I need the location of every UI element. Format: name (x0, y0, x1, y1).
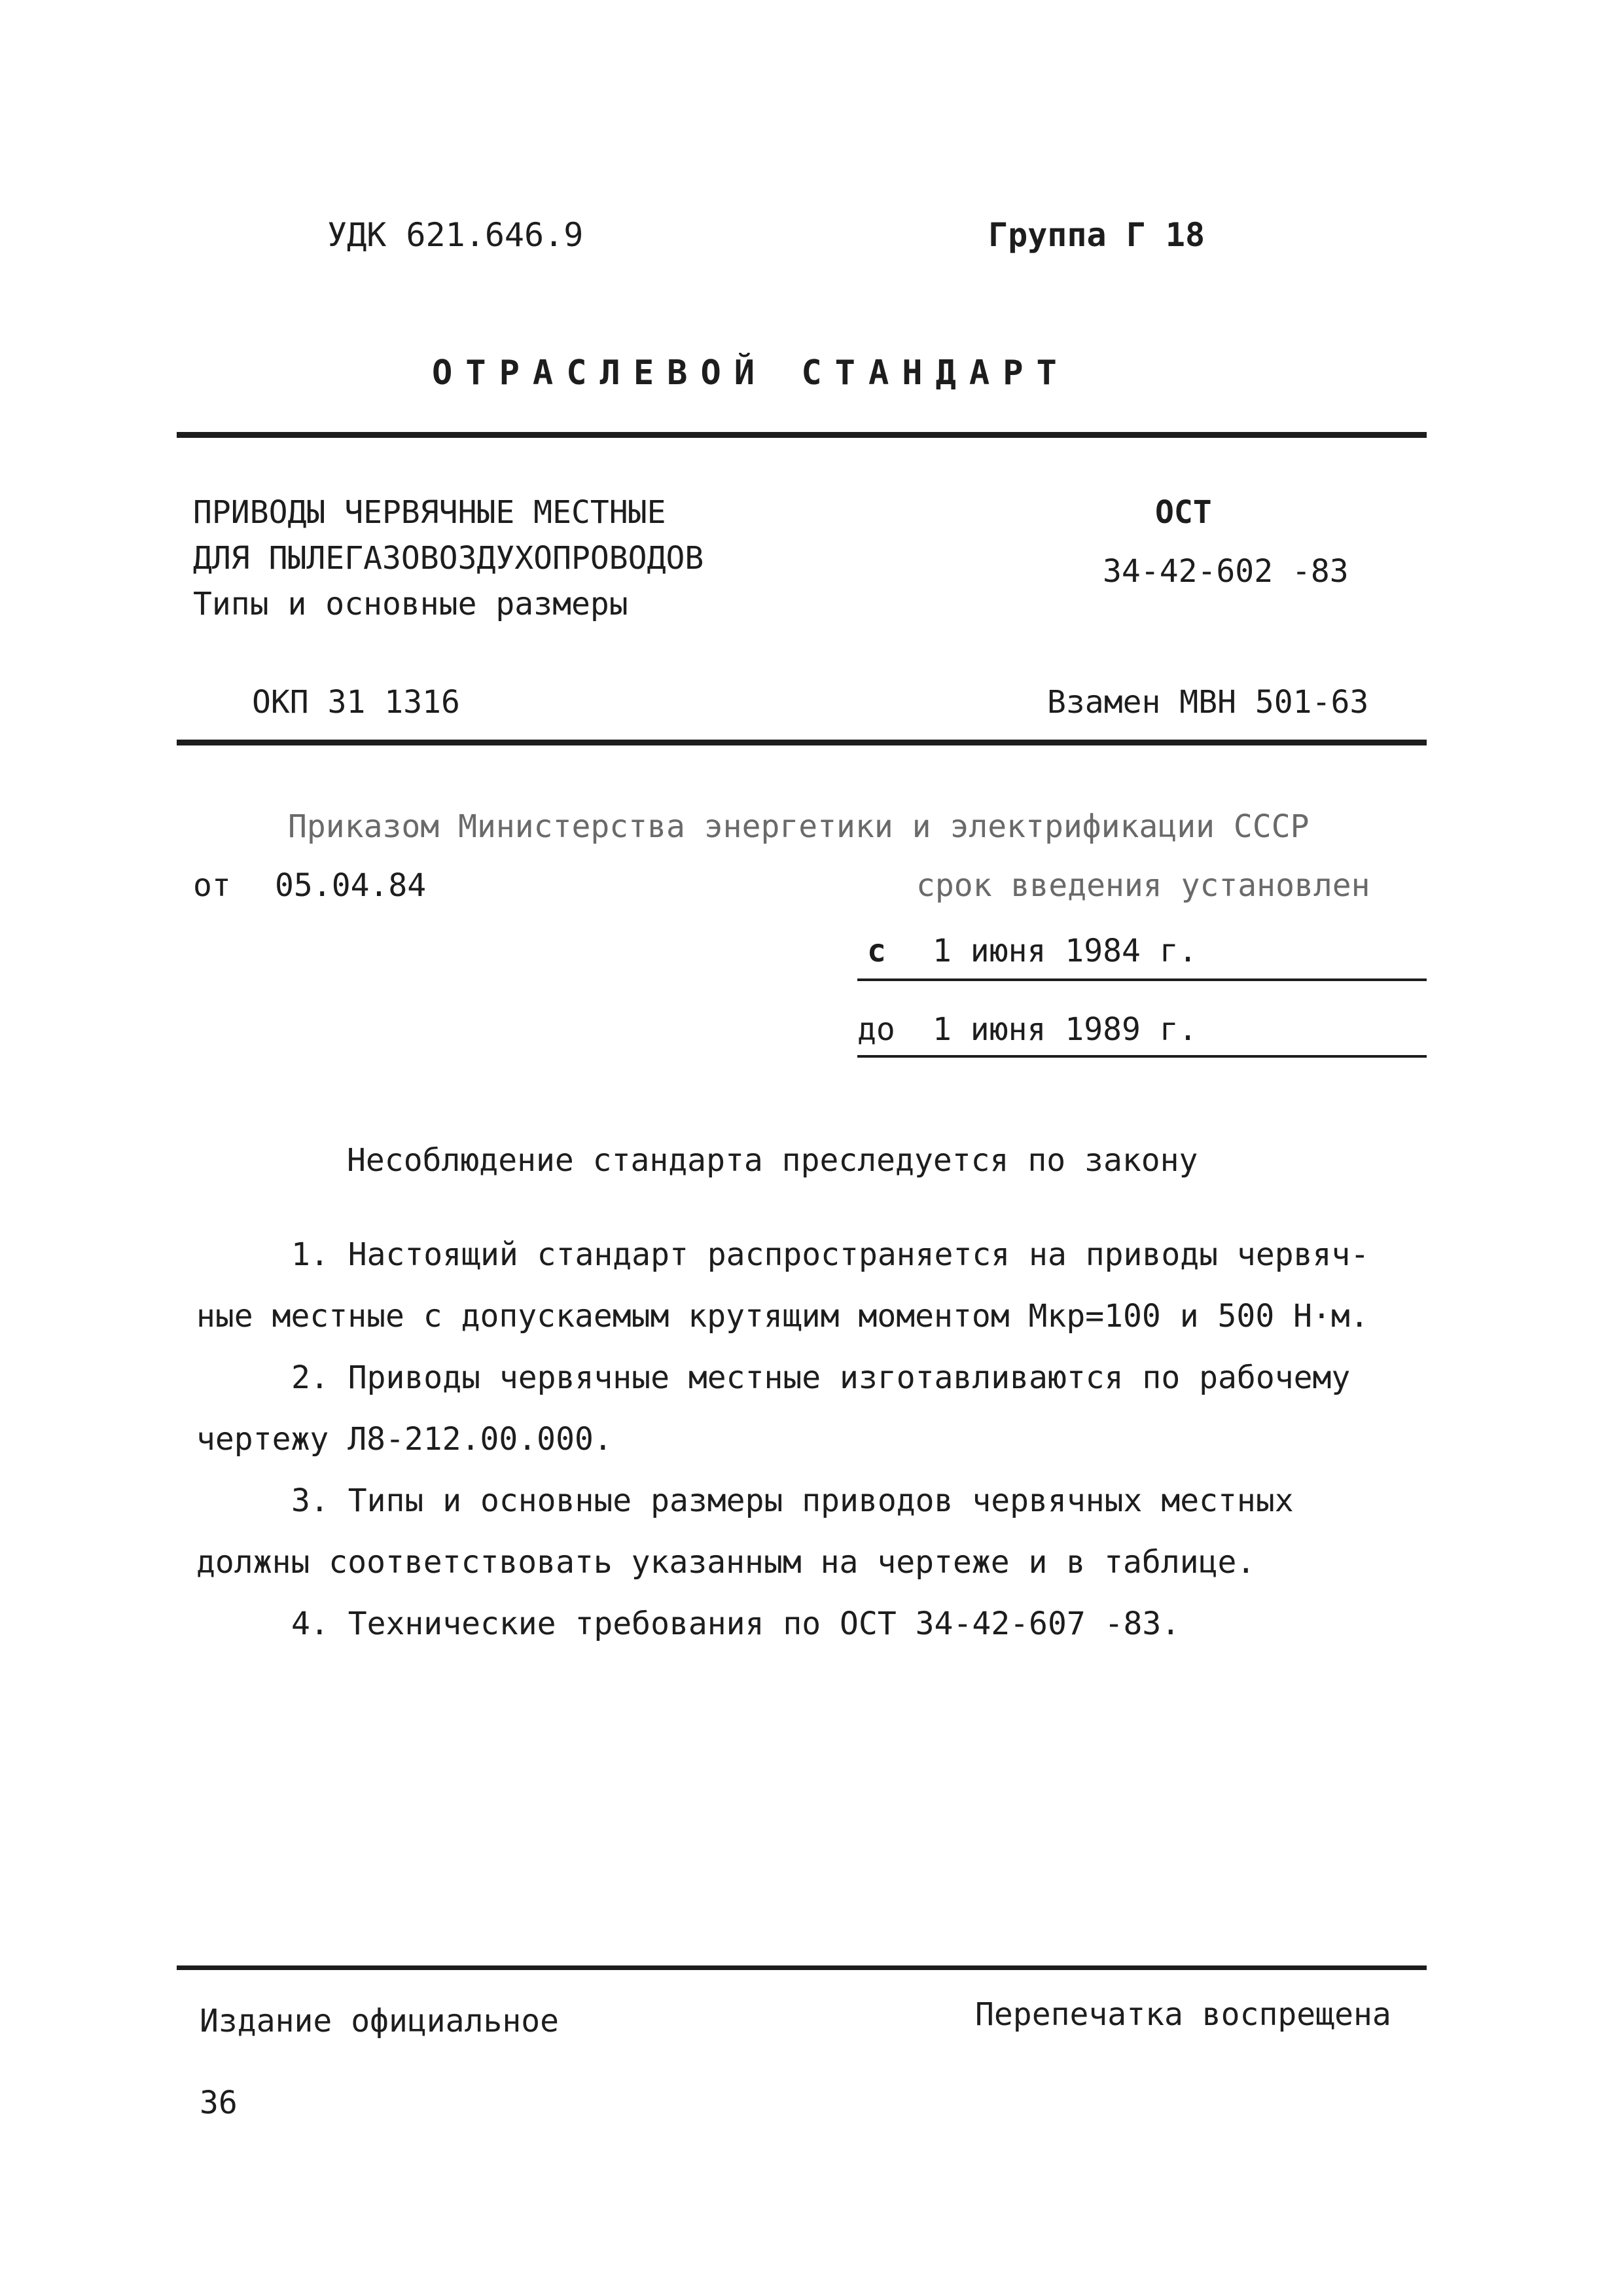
approval-from-label: от (193, 867, 231, 904)
group-code: Группа Г 18 (988, 216, 1205, 254)
official-edition: Издание официальное (200, 2003, 560, 2039)
valid-to-prefix: до (857, 1011, 895, 1048)
paragraph-2-line2: чертежу Л8-212.00.000. (196, 1421, 613, 1458)
paragraph-3-line2: должны соответствовать указанным на чертеже и в таблице. (196, 1544, 1256, 1581)
top-rule (177, 432, 1427, 438)
standard-name-line3: Типы и основные размеры (193, 586, 628, 622)
middle-rule (177, 740, 1427, 745)
approval-date: 05.04.84 (275, 867, 427, 904)
page-number: 36 (200, 2085, 238, 2121)
udk-code: УДК 621.646.9 (327, 216, 584, 254)
paragraph-4-line1: 4. Технические требования по ОСТ 34-42-607 -83. (291, 1605, 1181, 1642)
valid-from-prefix: с (867, 933, 886, 969)
standard-name-line1: ПРИВОДЫ ЧЕРВЯЧНЫЕ МЕСТНЫЕ (193, 494, 666, 531)
replaces-standard: Взамен МВН 501-63 (1047, 684, 1369, 721)
paragraph-1-line2: ные местные с допускаемым крутящим моментом Мкр=100 и 500 Н·м. (196, 1298, 1369, 1335)
footer-rule (177, 1965, 1427, 1970)
standard-code-label: ОСТ (1155, 494, 1212, 531)
valid-to-underline (857, 1055, 1427, 1058)
standard-code-number: 34-42-602 -83 (1103, 553, 1349, 590)
paragraph-3-line1: 3. Типы и основные размеры приводов червячных местных (291, 1482, 1294, 1519)
paragraph-2-line1: 2. Приводы червячные местные изготавливаются по рабочему (291, 1359, 1351, 1396)
legal-notice: Несоблюдение стандарта преследуется по закону (347, 1142, 1198, 1179)
period-label: срок введения установлен (916, 867, 1370, 904)
approval-order: Приказом Министерства энергетики и электрификации СССР (288, 808, 1310, 845)
okp-code: ОКП 31 1316 (252, 684, 460, 721)
standard-name-line2: ДЛЯ ПЫЛЕГАЗОВОЗДУХОПРОВОДОВ (193, 540, 704, 577)
reprint-prohibited: Перепечатка воспрещена (975, 1996, 1391, 2033)
document-title: ОТРАСЛЕВОЙ СТАНДАРТ (432, 353, 1070, 393)
valid-from-underline (857, 978, 1427, 981)
valid-to-date: 1 июня 1989 г. (933, 1011, 1198, 1048)
paragraph-1-line1: 1. Настоящий стандарт распространяется на приводы червяч- (291, 1236, 1370, 1273)
valid-from-date: 1 июня 1984 г. (933, 933, 1198, 969)
